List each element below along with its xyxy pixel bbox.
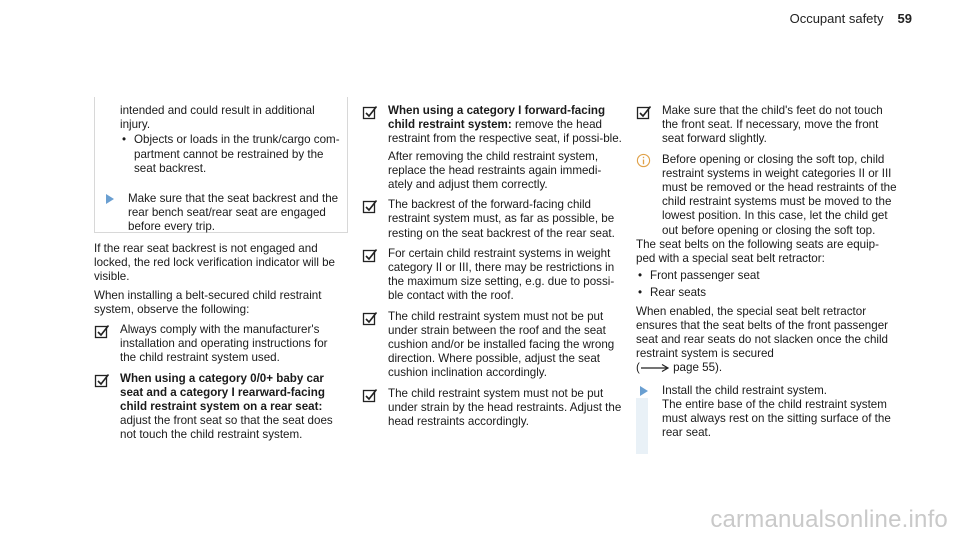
lock-paragraph: If the rear seat backrest is not engaged and locked, the red lock verification indicator will be visible. bbox=[94, 242, 336, 284]
section-title: Occupant safety bbox=[789, 11, 884, 26]
instruction-arrow-icon bbox=[106, 194, 114, 204]
step-title: Install the child restraint system. bbox=[662, 383, 827, 397]
checklist-text: remove the head restraint from the respective seat, if possi-ble. bbox=[388, 118, 622, 146]
cross-reference[interactable] bbox=[636, 361, 898, 375]
instruction-text: Make sure that the seat backrest and the rear bench seat/rear seat are engaged before every trip. bbox=[128, 192, 339, 234]
checklist-bold-text: When using a category I forward-facing child restraint system: bbox=[388, 104, 606, 132]
checklist-item bbox=[94, 323, 346, 366]
checklist-item bbox=[94, 372, 346, 443]
step-instruction bbox=[636, 384, 898, 441]
checklist-text: Always comply with the manufacturer's installation and operating instructions for the child restraint system used. bbox=[120, 323, 328, 365]
xref-open-paren: ( bbox=[636, 361, 640, 375]
column-2-body bbox=[362, 104, 622, 429]
checklist-after-text: After removing the child restraint system, replace the head restraints again immedi-ately and adjust them correctly. bbox=[388, 149, 602, 192]
xref-text: page 55). bbox=[673, 361, 723, 375]
watermark: carmanualsonline.info bbox=[710, 505, 948, 533]
box-bullet-text: Objects or loads in the trunk/cargo com-partment cannot be restrained by the seat backrest. bbox=[134, 133, 340, 175]
box-paragraph: intended and could result in additional injury. bbox=[120, 104, 315, 132]
seats-paragraph: The seat belts on the following seats are equip-ped with a special seat belt retractor: bbox=[636, 237, 879, 266]
info-icon bbox=[636, 153, 651, 168]
page-number: 59 bbox=[897, 11, 912, 26]
checkbox-icon bbox=[94, 324, 110, 340]
checkbox-icon bbox=[362, 105, 378, 121]
checkbox-icon bbox=[94, 373, 110, 389]
checklist-text: Make sure that the child's feet do not touch the front seat. If necessary, move the front seat forward slightly. bbox=[662, 104, 883, 146]
info-text: Before opening or closing the soft top, child restraint systems in weight categories II or III must be removed or the head restraints of the child restraint systems must be moved to the lowest position. In this case, let the child get out before opening or closing the soft top. bbox=[662, 152, 897, 237]
checklist-item bbox=[362, 310, 622, 381]
column-3-body bbox=[636, 104, 898, 440]
checklist-text: For certain child restraint systems in weight category II or III, there may be restrictions in the maximum size setting, e.g. due to possi-ble contact with the roof. bbox=[388, 246, 615, 303]
checklist-text: The backrest of the forward-facing child restraint system must, as far as possible, be resting on the seat backrest of the rear seat. bbox=[388, 198, 615, 240]
seat-bullet-text: Front passenger seat bbox=[650, 269, 760, 283]
step-text: The entire base of the child restraint system must always rest on the sitting surface of the rear seat. bbox=[662, 397, 891, 440]
instruction-arrow-icon bbox=[640, 386, 648, 396]
checklist-text: The child restraint system must not be put under strain between the roof and the seat cushion and/or be installed facing the wrong direction. Where possible, adjust the seat cushion inclination accordingly. bbox=[388, 309, 615, 380]
enabled-paragraph bbox=[636, 305, 898, 362]
checklist-item bbox=[362, 387, 622, 430]
page-header bbox=[790, 12, 912, 26]
checkbox-icon bbox=[362, 248, 378, 264]
checklist-item bbox=[362, 198, 622, 241]
warning-box-content bbox=[120, 104, 342, 235]
checklist-bold-text: When using a category 0/0+ baby car seat and a category I rearward-facing child restraint system on a rear seat: bbox=[120, 371, 325, 414]
checklist-item bbox=[362, 104, 622, 192]
seat-bullet: • Rear seats bbox=[638, 286, 707, 300]
checkbox-icon bbox=[362, 388, 378, 404]
box-instruction bbox=[102, 192, 342, 235]
box-bullet: • Objects or loads in the trunk/cargo com-partment cannot be restrained by the seat backrest. bbox=[122, 133, 340, 175]
checkbox-icon bbox=[362, 199, 378, 215]
checkbox-icon bbox=[362, 311, 378, 327]
seat-bullet-text: Rear seats bbox=[650, 286, 707, 300]
checklist-item bbox=[636, 104, 898, 147]
checkbox-icon bbox=[636, 105, 652, 121]
column-1-body bbox=[94, 242, 346, 443]
checklist-item bbox=[362, 247, 622, 304]
info-note bbox=[636, 153, 898, 238]
enabled-text: When enabled, the special seat belt retractor ensures that the seat belts of the front passenger seat and rear seats do not slacken once the child restraint system is secured bbox=[636, 304, 888, 361]
checklist-text: adjust the front seat so that the seat does not touch the child restraint system. bbox=[120, 414, 333, 442]
checklist-text: The child restraint system must not be put under strain by the head restraints. Adjust the head restraints accordingly. bbox=[388, 386, 622, 429]
seat-bullet: • Front passenger seat bbox=[638, 269, 760, 283]
arrow-right-icon bbox=[640, 363, 670, 373]
install-paragraph: When installing a belt-secured child restraint system, observe the following: bbox=[94, 288, 322, 316]
